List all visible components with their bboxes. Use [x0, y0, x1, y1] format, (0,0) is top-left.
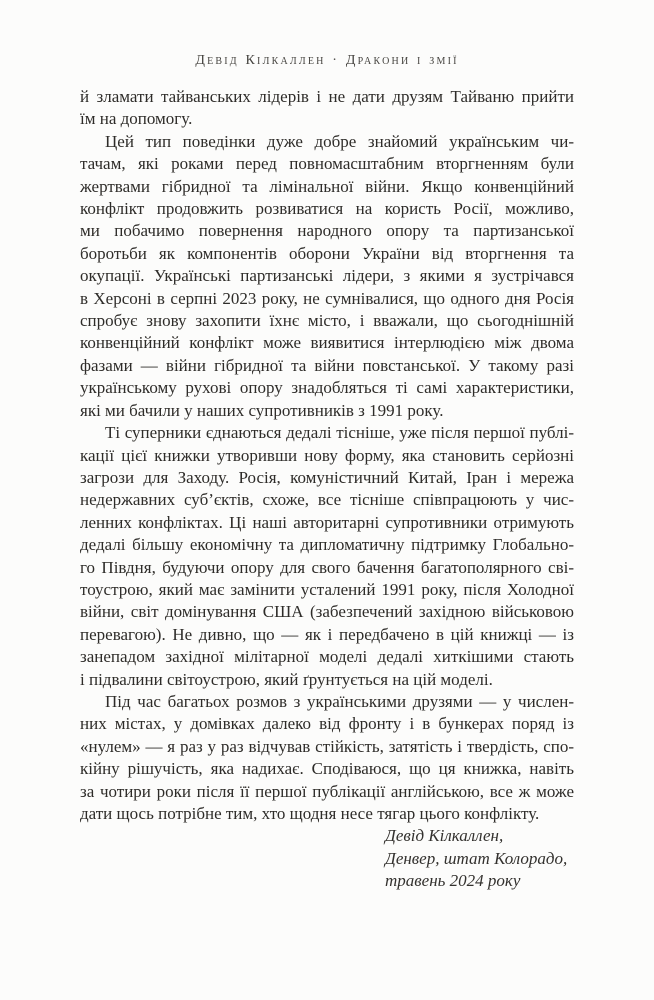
text-line: фазами — війни гібридної та війни повстанської. У такому разі [80, 355, 574, 375]
signature-line: Девід Кілкаллен, [385, 826, 504, 846]
text-line: перевагою). Не дивно, що — як і передбачено в цій книжці — із [80, 624, 574, 644]
text-line: тоустрою, який має замінити усталений 1991 року, після Холодної [80, 579, 574, 599]
text-line: недержавних суб’єктів, схоже, все тісніше співпрацюють у чис- [80, 490, 574, 510]
text-line: війни, світ домінування США (забезпечений західною військовою [80, 602, 574, 622]
paragraph [80, 691, 574, 825]
text-line: тачам, які роками перед повномасштабним вторгненням були [80, 154, 574, 174]
text-line: Цей тип поведінки дуже добре знайомий українським чи- [105, 131, 574, 151]
text-line: дати щось потрібне тим, хто щодня несе тягар цього конфлікту. [80, 804, 540, 823]
text-line: кійну рішучість, яка надихає. Сподіваюся, що ця книжка, навіть [80, 759, 574, 779]
text-line: конфлікт продовжить розвиватися на користь Росії, можливо, [80, 199, 574, 219]
text-line: жертвами гібридної та лімінальної війни. Якщо конвенційний [80, 176, 574, 196]
text-line: які ми бачили у наших супротивників з 1991 року. [80, 400, 444, 420]
text-line: них містах, у домівках далеко від фронту і в бункерах поряд із [80, 714, 574, 734]
text-line: конвенційний конфлікт може виявитися інтерлюдією між двома [80, 333, 574, 353]
text-line: й зламати тайванських лідерів і не дати друзям Тайваню прийти [80, 87, 574, 106]
text-line: го Півдня, будуючи опору для свого бачення багатополярного сві- [80, 557, 574, 577]
text-line: окупації. Українські партизанські лідери, з якими я зустрічався [80, 266, 574, 286]
text-line: їм на допомогу. [80, 109, 193, 129]
text-line: українському рухові опору знадобляться ті самі характеристики, [80, 378, 574, 398]
paragraph [80, 131, 574, 422]
text-line: дедалі більшу економічну та дипломатичну підтримку Глобально- [80, 535, 574, 555]
text-line: боротьби як компонентів оборони України від вторгнення та [80, 243, 574, 263]
page-body [80, 86, 574, 893]
text-line: кації цієї книжки утворивши нову форму, яка становить серйозні [80, 445, 574, 465]
text-line: загрози для Заходу. Росія, комуністичний Китай, Іран і мережа [80, 467, 574, 487]
text-line: Під час багатьох розмов з українськими друзями — у числен- [105, 691, 574, 711]
paragraph [80, 422, 574, 691]
paragraph [80, 86, 574, 131]
signature-line: травень 2024 року [385, 871, 521, 891]
text-line: спробує знову захопити їхнє місто, і вважали, що сьогоднішній [80, 311, 574, 331]
text-line: ми побачимо повернення народного опору та партизанської [80, 221, 574, 241]
text-line: в Херсоні в серпні 2023 року, не сумнівалися, що одного дня Росія [80, 288, 574, 308]
signature-line: Денвер, штат Колорадо, [385, 848, 568, 868]
text-line: Ті суперники єднаються дедалі тісніше, уже після першої публі- [105, 423, 574, 443]
text-line: і підвалини світоустрою, який ґрунтується на цій моделі. [80, 669, 493, 689]
text-line: за чотири роки після її першої публікації англійською, все ж може [80, 781, 574, 801]
running-header: Девід Кілкаллен · Дракони і змії [195, 53, 459, 68]
text-line: «нулем» — я раз у раз відчував стійкість, затятість і твердість, спо- [80, 736, 574, 756]
text-line: ленних конфліктах. Ці наші авторитарні супротивники отримують [80, 512, 574, 532]
signature-block [385, 825, 574, 892]
text-line: занепадом західної мілітарної моделі дедалі хиткішими стають [80, 647, 574, 667]
